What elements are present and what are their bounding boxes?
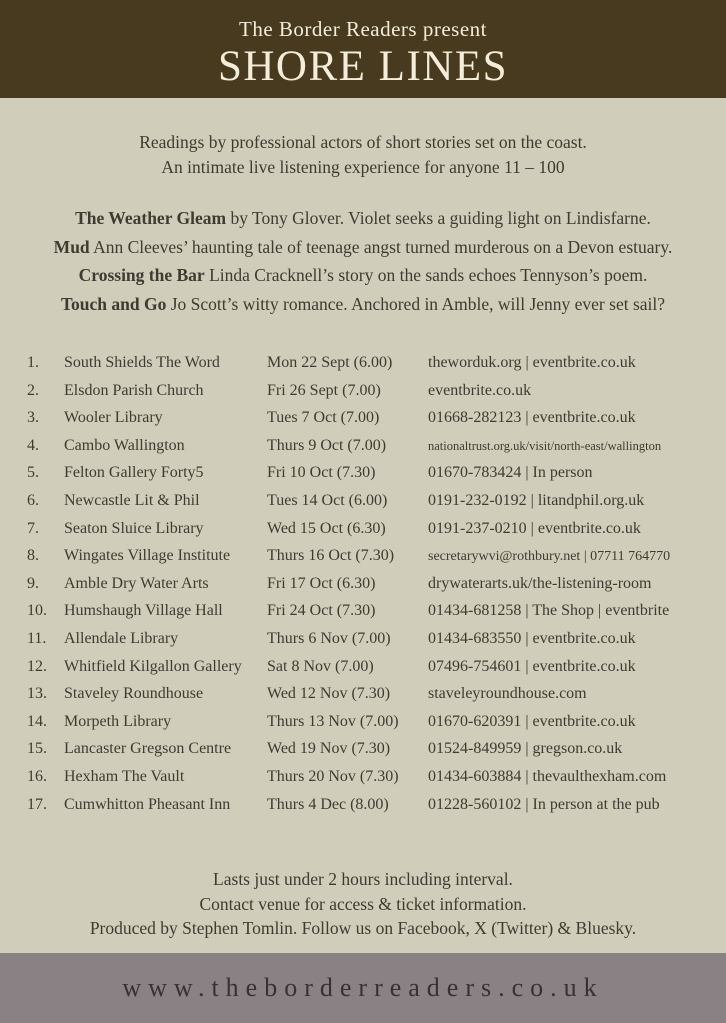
event-contact: nationaltrust.org.uk/visit/north-east/wallington <box>428 438 662 453</box>
event-number: 13. <box>27 685 47 703</box>
event-contact: 01434-683550 | eventbrite.co.uk <box>428 629 636 647</box>
event-row <box>27 791 712 819</box>
event-date: Thurs 9 Oct (7.00) <box>267 436 387 454</box>
event-number: 6. <box>27 491 39 509</box>
event-contact: 01670-783424 | In person <box>428 464 593 482</box>
event-contact: 01670-620391 | eventbrite.co.uk <box>428 712 636 730</box>
event-number: 9. <box>27 574 39 592</box>
event-contact: 01434-681258 | The Shop | eventbrite <box>428 602 670 620</box>
event-date: Thurs 13 Nov (7.00) <box>267 712 399 730</box>
event-number: 16. <box>27 767 47 785</box>
event-number: 12. <box>27 657 47 675</box>
event-row <box>27 515 712 543</box>
stories-section <box>0 204 726 318</box>
story-line <box>0 233 726 262</box>
intro-text <box>0 130 726 179</box>
event-venue: Cambo Wallington <box>64 436 185 454</box>
event-date: Fri 10 Oct (7.30) <box>267 464 376 482</box>
event-number: 11. <box>27 629 47 647</box>
story-title: Mud <box>53 236 90 257</box>
event-venue: Amble Dry Water Arts <box>64 574 209 592</box>
event-venue: Morpeth Library <box>64 712 172 730</box>
event-date: Sat 8 Nov (7.00) <box>267 657 374 675</box>
event-date: Tues 14 Oct (6.00) <box>267 491 388 509</box>
event-venue: Seaton Sluice Library <box>64 519 204 537</box>
story-text: by Tony Glover. Violet seeks a guiding light on Lindisfarne. <box>226 208 651 228</box>
event-venue: Wingates Village Institute <box>64 547 231 565</box>
story-title: Crossing the Bar <box>78 265 205 285</box>
event-contact: 01228-560102 | In person at the pub <box>428 795 660 813</box>
event-venue: Allendale Library <box>64 629 179 647</box>
story-line <box>0 261 726 290</box>
event-date: Fri 17 Oct (6.30) <box>267 574 376 592</box>
event-venue: Elsdon Parish Church <box>64 381 204 399</box>
event-contact: 01434-603884 | thevaulthexham.com <box>428 767 667 785</box>
event-contact: 01524-849959 | gregson.co.uk <box>428 740 623 758</box>
event-contact: 07496-754601 | eventbrite.co.uk <box>428 657 636 675</box>
event-number: 10. <box>27 602 47 620</box>
event-venue: Humshaugh Village Hall <box>64 602 223 620</box>
events-list <box>27 349 712 818</box>
event-number: 5. <box>27 464 39 482</box>
event-date: Thurs 16 Oct (7.30) <box>267 547 395 565</box>
event-row <box>27 680 712 708</box>
event-contact: 0191-237-0210 | eventbrite.co.uk <box>428 519 641 537</box>
event-number: 15. <box>27 740 47 758</box>
event-row <box>27 653 712 681</box>
event-date: Fri 26 Sept (7.00) <box>267 381 381 399</box>
event-row <box>27 763 712 791</box>
website-bar <box>0 953 726 1023</box>
event-number: 1. <box>27 354 39 371</box>
event-contact: secretarywvi@rothbury.net | 07711 764770 <box>428 549 671 565</box>
event-row <box>27 625 712 653</box>
story-line <box>0 204 726 233</box>
intro-line-1: Readings by professional actors of short stories set on the coast. <box>139 132 587 152</box>
event-number: 3. <box>27 409 39 427</box>
story-title: Touch and Go <box>60 293 167 314</box>
story-text: Ann Cleeves’ haunting tale of teenage angst turned murderous on a Devon estuary. <box>89 236 673 257</box>
event-venue: Hexham The Vault <box>64 767 185 785</box>
event-date: Thurs 6 Nov (7.00) <box>267 629 391 647</box>
event-row <box>27 708 712 736</box>
header-banner <box>0 0 726 98</box>
story-text: Linda Cracknell’s story on the sands echoes Tennyson’s poem. <box>204 265 648 285</box>
story-title: The Weather Gleam <box>75 208 227 228</box>
event-row <box>27 404 712 432</box>
event-contact: 01668-282123 | eventbrite.co.uk <box>428 409 636 427</box>
event-venue: Wooler Library <box>64 409 163 427</box>
event-contact: 0191-232-0192 | litandphil.org.uk <box>428 491 645 509</box>
event-number: 4. <box>27 436 39 454</box>
event-number: 8. <box>27 547 39 565</box>
event-venue: Cumwhitton Pheasant Inn <box>64 795 231 813</box>
presenter-line: The Border Readers present <box>239 17 487 41</box>
event-row <box>27 542 712 570</box>
event-date: Thurs 4 Dec (8.00) <box>267 795 389 813</box>
event-number: 17. <box>27 795 47 813</box>
event-contact: eventbrite.co.uk <box>428 381 532 399</box>
event-number: 14. <box>27 712 47 730</box>
event-date: Thurs 20 Nov (7.30) <box>267 767 399 785</box>
event-date: Wed 15 Oct (6.30) <box>267 519 386 537</box>
event-row <box>27 377 712 405</box>
event-date: Tues 7 Oct (7.00) <box>267 409 380 427</box>
event-number: 7. <box>27 519 39 537</box>
event-row <box>27 735 712 763</box>
event-date: Mon 22 Sept (6.00) <box>267 354 393 371</box>
event-venue: Staveley Roundhouse <box>64 685 204 703</box>
story-text: Jo Scott’s witty romance. Anchored in Amble, will Jenny ever set sail? <box>166 293 666 314</box>
event-row <box>27 487 712 515</box>
event-number: 2. <box>27 381 39 399</box>
footer-notes <box>0 867 726 941</box>
note-contact: Contact venue for access & ticket information. <box>199 893 527 914</box>
event-contact: theworduk.org | eventbrite.co.uk <box>428 354 636 371</box>
event-contact: drywaterarts.uk/the-listening-room <box>428 574 652 592</box>
note-producer: Produced by Stephen Tomlin. Follow us on Facebook, X (Twitter) & Bluesky. <box>89 918 637 939</box>
event-date: Wed 19 Nov (7.30) <box>267 740 391 758</box>
event-row <box>27 570 712 598</box>
event-date: Wed 12 Nov (7.30) <box>267 685 391 703</box>
event-venue: Whitfield Kilgallon Gallery <box>64 657 242 675</box>
event-row <box>27 349 712 377</box>
event-venue: Felton Gallery Forty5 <box>64 464 204 482</box>
event-venue: Newcastle Lit & Phil <box>64 491 200 509</box>
website-url: www.theborderreaders.co.uk <box>122 973 604 1002</box>
intro-line-2: An intimate live listening experience for anyone 11 – 100 <box>161 156 565 177</box>
note-duration: Lasts just under 2 hours including interval. <box>213 869 513 890</box>
event-contact: staveleyroundhouse.com <box>428 685 587 703</box>
event-venue: South Shields The Word <box>64 354 220 371</box>
event-date: Fri 24 Oct (7.30) <box>267 602 376 620</box>
event-row <box>27 432 712 460</box>
story-line <box>0 290 726 319</box>
event-row <box>27 459 712 487</box>
event-venue: Lancaster Gregson Centre <box>64 740 232 758</box>
event-row <box>27 597 712 625</box>
poster-title: SHORE LINES <box>217 43 509 90</box>
